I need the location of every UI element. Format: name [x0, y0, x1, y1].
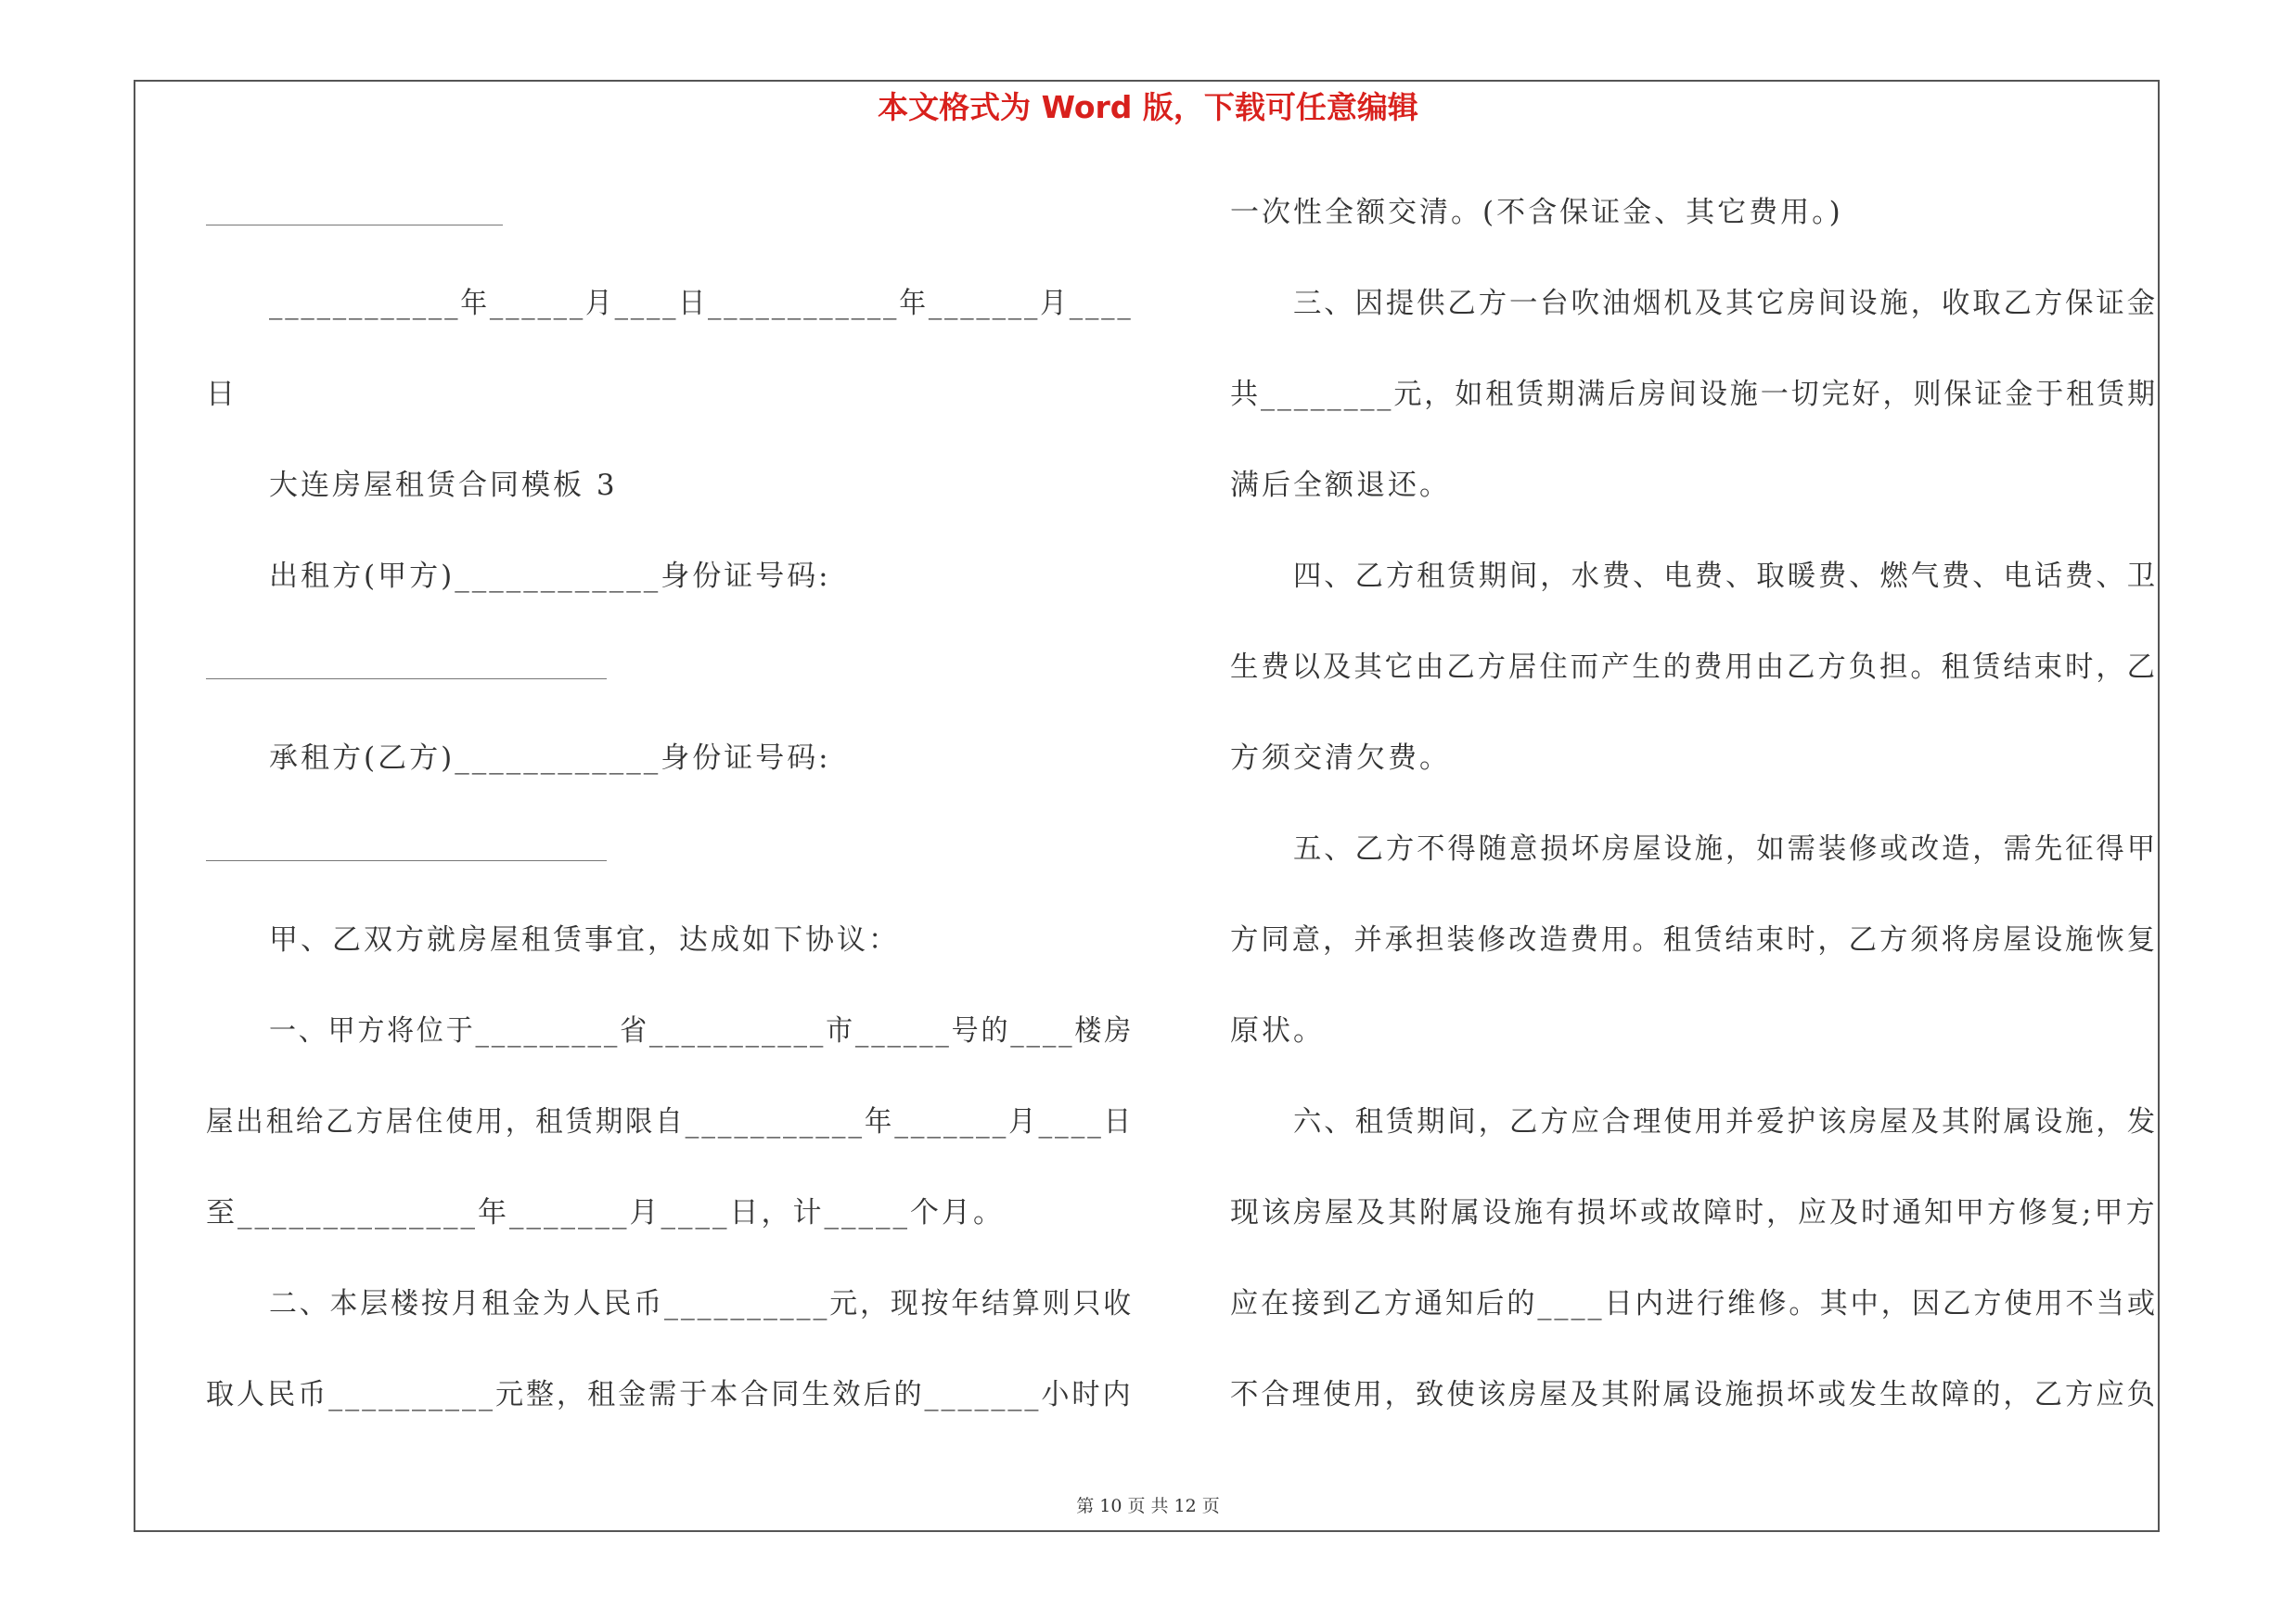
clause-5-line-3: 原状。 [1230, 1014, 1325, 1048]
clause-1-line-2: 屋出租给乙方居住使用，租赁期限自___________年_______月____日 [206, 1105, 1135, 1139]
clause-6-line-3: 应在接到乙方通知后的____日内进行维修。其中，因乙方使用不当或 [1230, 1287, 2159, 1320]
agreement-intro: 甲、乙双方就房屋租赁事宜，达成如下协议： [269, 923, 900, 957]
lessor-id-rule [206, 678, 607, 679]
clause-4-line-1: 四、乙方租赁期间，水费、电费、取暖费、燃气费、电话费、卫 [1293, 560, 2159, 593]
clause-4-line-2: 生费以及其它由乙方居住而产生的费用由乙方负担。租赁结束时，乙 [1230, 650, 2159, 684]
clause-3-line-1: 三、因提供乙方一台吹油烟机及其它房间设施，收取乙方保证金 [1293, 287, 2159, 320]
clause-1-line-3: 至______________年_______月____日，计_____个月。 [206, 1196, 1005, 1230]
clause-6-line-4: 不合理使用，致使该房屋及其附属设施损坏或发生故障的，乙方应负 [1230, 1378, 2159, 1411]
format-banner: 本文格式为 Word 版，下载可任意编辑 [878, 89, 1418, 125]
clause-2-line-3: 一次性全额交清。(不含保证金、其它费用。) [1230, 196, 1843, 229]
lessee-line: 承租方(乙方)____________身份证号码: [269, 741, 831, 775]
clause-5-line-2: 方同意，并承担装修改造费用。租赁结束时，乙方须将房屋设施恢复 [1230, 923, 2159, 957]
clause-6-line-2: 现该房屋及其附属设施有损坏或故障时，应及时通知甲方修复;甲方 [1230, 1196, 2158, 1230]
clause-1-line-1: 一、甲方将位于_________省___________市______号的____楼房 [269, 1014, 1134, 1048]
clause-5-line-1: 五、乙方不得随意损坏房屋设施，如需装修或改造，需先征得甲 [1293, 832, 2159, 866]
lessee-id-rule [206, 860, 607, 861]
date-range-line: ____________年______月____日____________年_______月____ [269, 287, 1134, 320]
page-number: 第 10 页 共 12 页 [1076, 1496, 1220, 1516]
date-range-line-end: 日 [206, 378, 237, 411]
clause-2-line-2: 取人民币__________元整，租金需于本合同生效后的_______小时内 [206, 1378, 1134, 1411]
clause-3-line-2: 共________元，如租赁期满后房间设施一切完好，则保证金于租赁期 [1230, 378, 2159, 411]
lessor-line: 出租方(甲方)____________身份证号码: [269, 560, 831, 593]
clause-2-line-1: 二、本层楼按月租金为人民币__________元，现按年结算则只收 [269, 1287, 1134, 1320]
clause-4-line-3: 方须交清欠费。 [1230, 741, 1451, 775]
clause-6-line-1: 六、租赁期间，乙方应合理使用并爱护该房屋及其附属设施，发 [1293, 1105, 2159, 1139]
clause-3-line-3: 满后全额退还。 [1230, 469, 1451, 502]
contract-title: 大连房屋租赁合同模板 3 [269, 469, 618, 502]
